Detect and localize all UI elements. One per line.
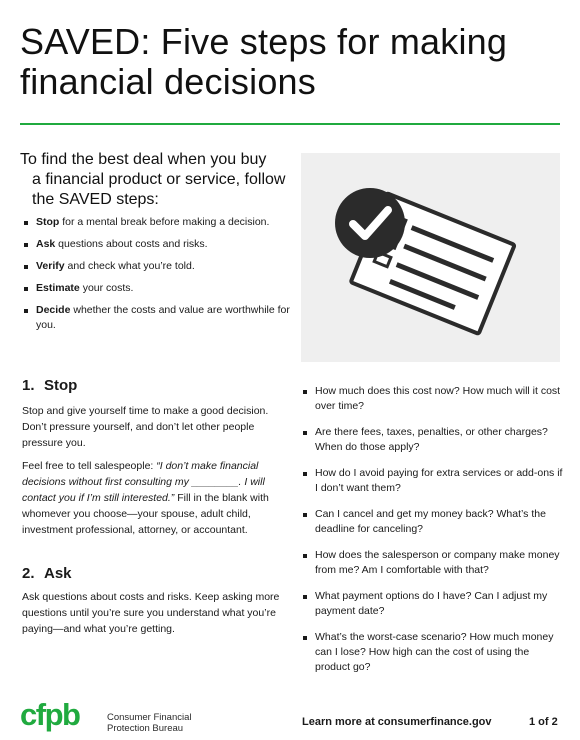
- cfpb-wordmark-icon: [20, 699, 102, 735]
- section-title: Ask: [44, 565, 72, 582]
- stop-paragraph-1: Stop and give yourself time to make a good decision. Don’t pressure yourself, and don’t let other people pressure you.: [22, 405, 269, 449]
- intro-text: [20, 150, 295, 210]
- stop-paragraph-2-tail: Fill in the blank with whomever you choose—your spouse, adult child, investment professional, attorney, or accountant.: [22, 492, 269, 536]
- step-keyword: Verify: [36, 260, 65, 272]
- stop-paragraph-2: [22, 458, 292, 538]
- question-item: Are there fees, taxes, penalties, or other charges? When do those apply?: [301, 425, 563, 455]
- question-item: Can I cancel and get my money back? What’s the deadline for canceling?: [301, 507, 563, 537]
- step-item: [22, 215, 292, 230]
- step-text: your costs.: [79, 282, 134, 294]
- step-text: questions about costs and risks.: [55, 238, 208, 250]
- cfpb-wordmark: cfpb: [20, 699, 80, 732]
- intro-line-2: a financial product or service, follow: [32, 171, 286, 188]
- step-item: [22, 303, 292, 333]
- step-keyword: Ask: [36, 238, 56, 250]
- step-text: for a mental break before making a decision.: [59, 216, 270, 228]
- section-heading-ask: [22, 565, 72, 582]
- step-text: whether the costs and value are worthwhile for you.: [36, 304, 290, 331]
- checklist-document-icon: [301, 153, 560, 362]
- intro-line-3: the SAVED steps:: [32, 191, 159, 208]
- page-number: 1 of 2: [529, 716, 558, 728]
- step-keyword: Decide: [36, 304, 71, 316]
- questions-list: [301, 384, 563, 686]
- section-number: 2.: [22, 565, 35, 582]
- title-divider: [20, 123, 560, 125]
- question-item: What payment options do I have? Can I adjust my payment date?: [301, 589, 563, 619]
- section-heading-stop: [22, 377, 77, 394]
- intro-line-1: To find the best deal when you buy: [20, 151, 267, 168]
- step-item: [22, 259, 292, 274]
- step-item: [22, 281, 292, 296]
- page-title: SAVED: Five steps for making financial decisions: [20, 21, 508, 102]
- section-number: 1.: [22, 377, 35, 394]
- question-item: How does the salesperson or company make money from me? Am I comfortable with that?: [301, 548, 563, 578]
- step-text: and check what you’re told.: [64, 260, 195, 272]
- stop-paragraph-2-lead: Feel free to tell salespeople:: [22, 460, 157, 472]
- ask-paragraph-1: Ask questions about costs and risks. Keep asking more questions until you’re sure you understand what you’re paying—and what you’re getting.: [22, 591, 280, 635]
- saved-steps-list: [22, 215, 292, 340]
- question-item: How much does this cost now? How much will it cost over time?: [301, 384, 563, 414]
- question-item: What’s the worst-case scenario? How much money can I lose? How high can the cost of using the product go?: [301, 630, 563, 675]
- step-item: [22, 237, 292, 252]
- agency-name-line-1: Consumer Financial: [107, 712, 192, 723]
- section-title: Stop: [44, 377, 78, 394]
- stop-paragraph-2-quote: “I don’t make financial decisions without first consulting my ________. I will contact you if I’m still interested.”: [22, 460, 265, 504]
- checklist-illustration: [301, 153, 560, 362]
- step-keyword: Estimate: [36, 282, 80, 294]
- step-keyword: Stop: [36, 216, 60, 228]
- learn-more-link[interactable]: Learn more at consumerfinance.gov: [302, 716, 492, 728]
- agency-name-line-2: Protection Bureau: [107, 723, 184, 734]
- question-item: How do I avoid paying for extra services or add-ons if I don’t want them?: [301, 466, 563, 496]
- agency-name: [107, 712, 191, 734]
- cfpb-logo: [20, 699, 102, 740]
